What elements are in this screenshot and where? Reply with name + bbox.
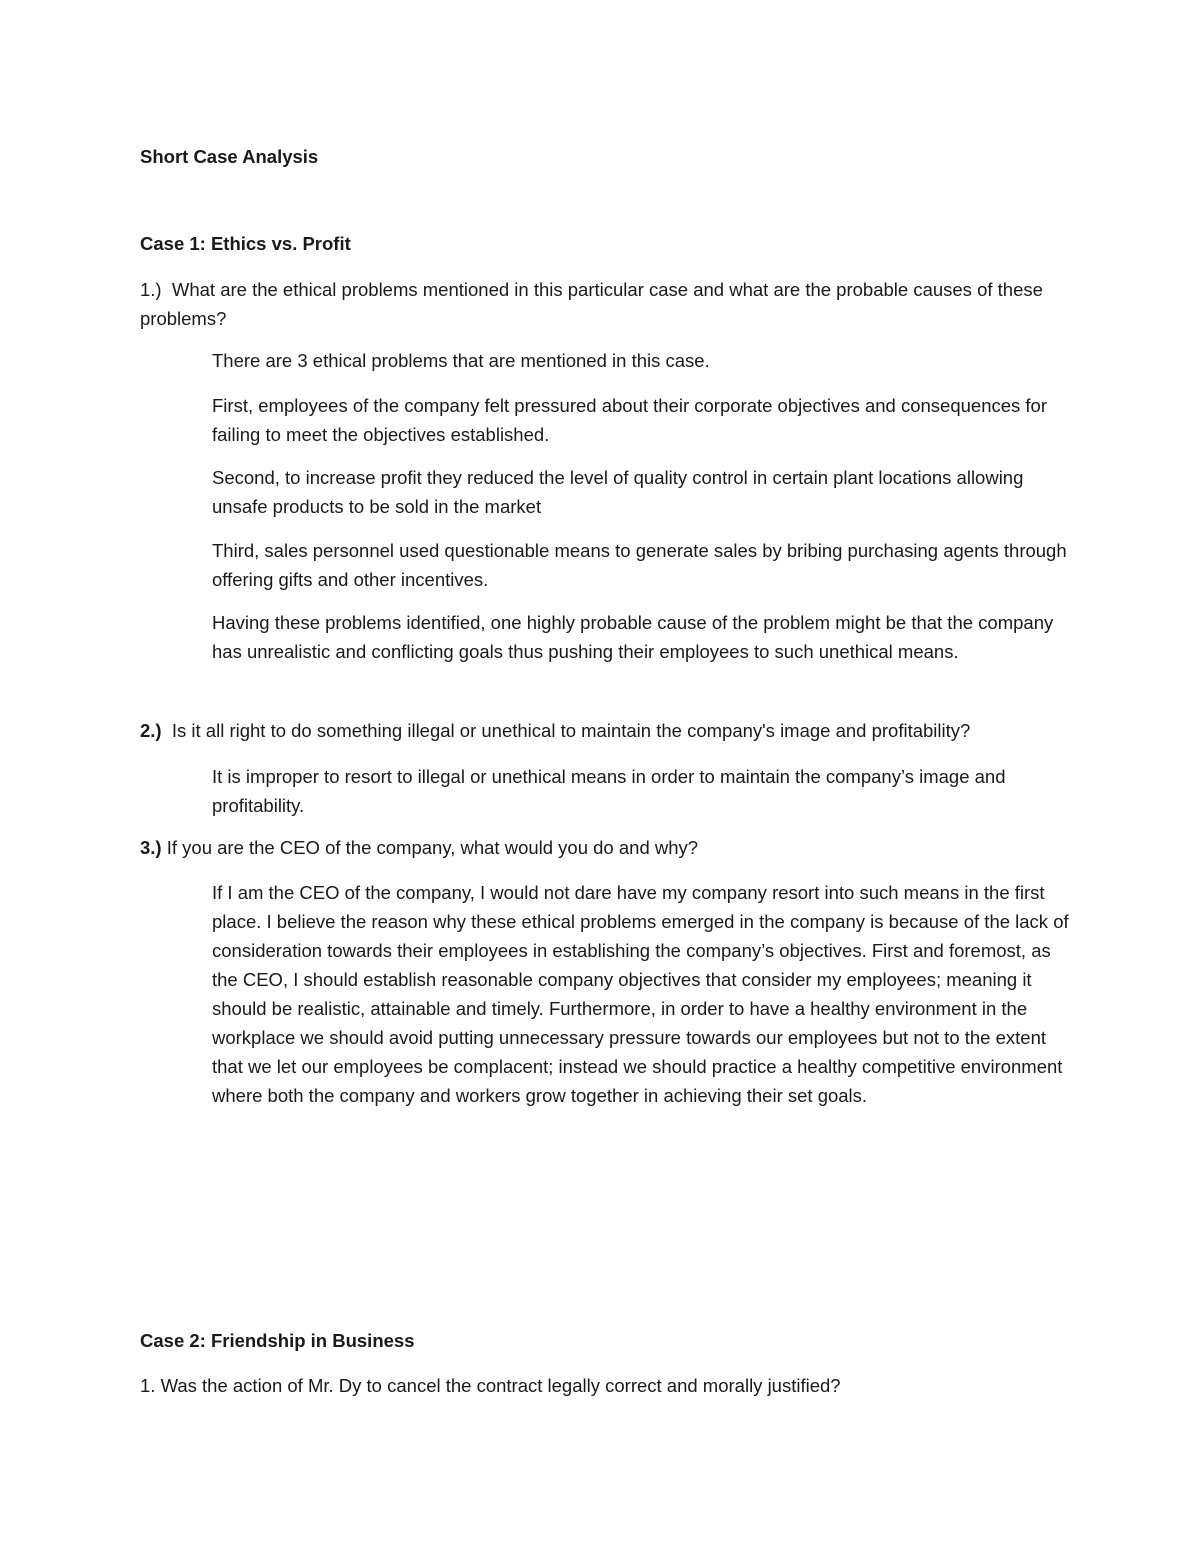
document-title: Short Case Analysis (140, 146, 319, 167)
case1-q1-answer-second: Second, to increase profit they reduced the level of quality control in certain plant locations allowing unsafe products to be sold in the market (212, 467, 1024, 517)
case1-q2-answer: It is improper to resort to illegal or unethical means in order to maintain the company’s image and profitability. (212, 766, 1006, 816)
case2-heading: Case 2: Friendship in Business (140, 1330, 415, 1351)
case1-question-3 (140, 833, 1070, 862)
case1-q3-answer: If I am the CEO of the company, I would not dare have my company resort into such means in the first place. I believe the reason why these ethical problems emerged in the company is because of the lack of consideration towards their employees in establishing the company’s objectives. First and foremost, as the CEO, I should establish reasonable company objectives that consider my employees; meaning it should be realistic, attainable and timely. Furthermore, in order to have a healthy environment in the workplace we should avoid putting unnecessary pressure towards our employees but not to the extent that we let our employees be complacent; instead we should practice a healthy competitive environment where both the company and workers grow together in achieving their set goals. (212, 882, 1069, 1106)
case1-q1-answer-cause: Having these problems identified, one highly probable cause of the problem might be that the company has unrealistic and conflicting goals thus pushing their employees to such unethical means. (212, 612, 1054, 662)
case1-question-2 (140, 716, 1070, 745)
question-text: Was the action of Mr. Dy to cancel the contract legally correct and morally justified? (160, 1375, 841, 1396)
question-number: 1. (140, 1375, 156, 1396)
question-text: Is it all right to do something illegal or unethical to maintain the company's image and profitability? (171, 720, 971, 741)
case1-heading: Case 1: Ethics vs. Profit (140, 233, 351, 254)
case2-question-1 (140, 1371, 1070, 1400)
case1-q1-answer-intro: There are 3 ethical problems that are mentioned in this case. (212, 350, 710, 371)
question-number: 3.) (140, 837, 162, 858)
case1-q1-answer-third: Third, sales personnel used questionable means to generate sales by bribing purchasing agents through offering gifts and other incentives. (212, 540, 1067, 590)
question-text: What are the ethical problems mentioned in this particular case and what are the probable causes of these problems? (140, 279, 1043, 329)
question-number: 1.) (140, 279, 162, 300)
case1-question-1 (140, 275, 1070, 333)
question-number: 2.) (140, 720, 162, 741)
question-text: If you are the CEO of the company, what would you do and why? (166, 837, 699, 858)
case1-q1-answer-first: First, employees of the company felt pressured about their corporate objectives and consequences for failing to meet the objectives established. (212, 395, 1048, 445)
